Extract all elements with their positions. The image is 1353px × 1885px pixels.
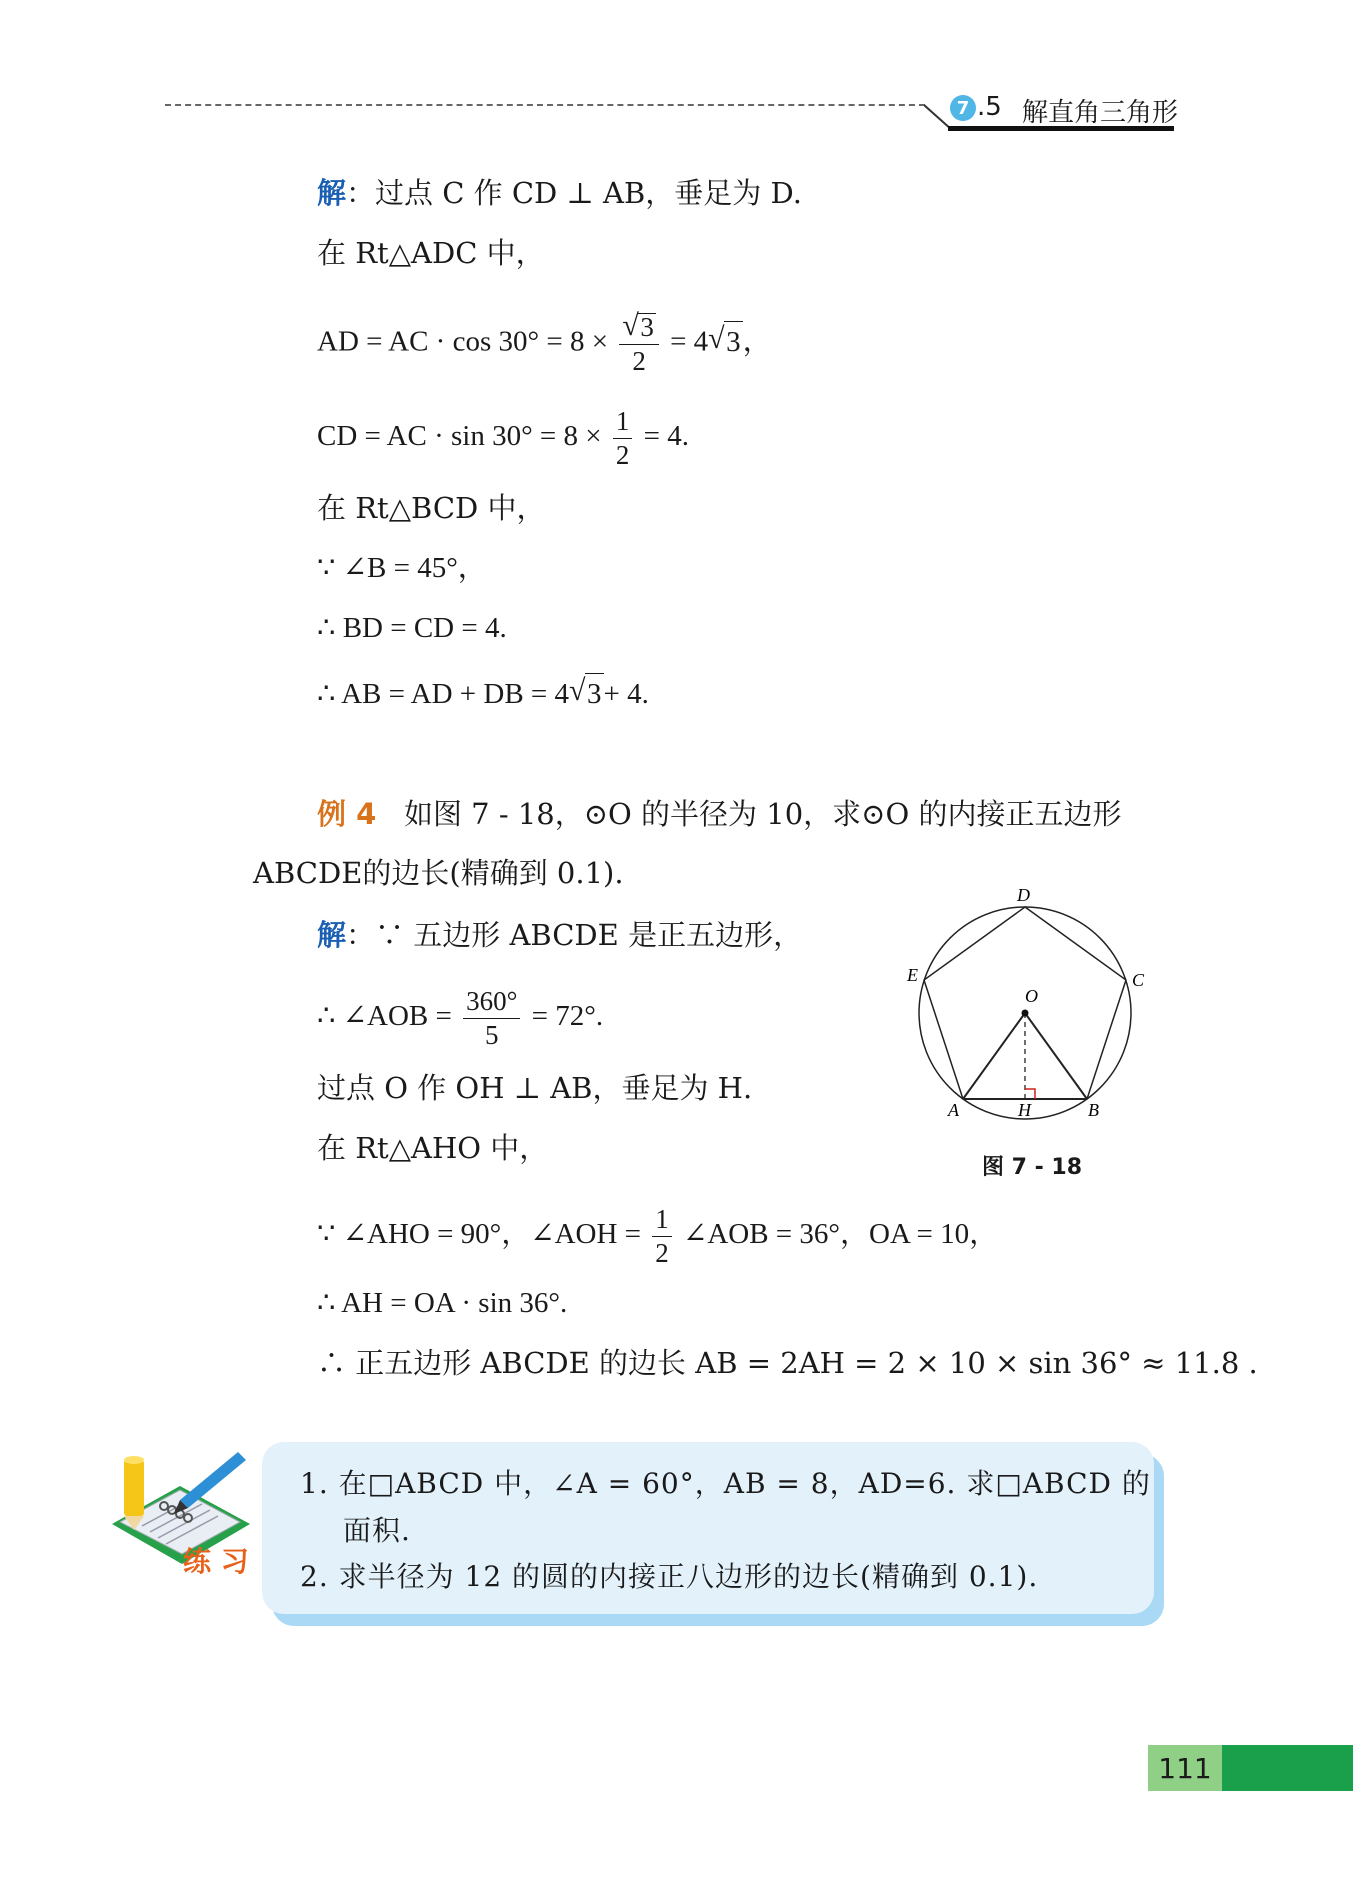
figure-7-18	[900, 880, 1160, 1130]
exercise-item-1-line1: 1. 在□ABCD 中，∠A = 60°，AB = 8，AD=6. 求□ABCD 的	[300, 1467, 1151, 1500]
solution2-line4: 在 Rt△AHO 中，	[317, 1131, 549, 1165]
label-c: C	[1132, 970, 1145, 990]
solution-label: 解	[317, 176, 347, 210]
chapter-badge-icon	[950, 95, 976, 121]
fraction: $\frac{1}{2}$	[613, 408, 633, 469]
exercise-item-1-line2: 面积.	[343, 1514, 411, 1547]
solution1-line5: 在 Rt△BCD 中，	[317, 491, 546, 525]
solution2-line2: ∴ ∠AOB = $\frac{360^\circ}{5}$ = 72°.	[317, 986, 604, 1050]
sqrt: √ 3	[569, 673, 604, 714]
label-e: E	[907, 965, 918, 985]
chapter-number: 7	[956, 97, 970, 119]
example4-line1: 例 4 如图 7 - 18，⊙O 的半径为 10，求⊙O 的内接正五边形	[317, 797, 1122, 831]
solution1-line7: ∴ BD = CD = 4.	[317, 612, 507, 644]
section-number: .5	[977, 92, 1002, 122]
example4-line2: ABCDE的边长(精确到 0.1).	[253, 856, 624, 890]
solution2-line1: 解：∵ 五边形 ABCDE 是正五边形，	[317, 918, 803, 952]
segment-ob	[1025, 1013, 1087, 1099]
solution2-line7: ∴ 正五边形 ABCDE 的边长 AB = 2AH = 2 × 10 × sin 36° ≈ 11.8 .	[317, 1346, 1258, 1380]
exercise-item-2: 2. 求半径为 12 的圆的内接正八边形的边长(精确到 0.1).	[300, 1560, 1039, 1593]
solution1-line1: 解：过点 C 作 CD ⊥ AB，垂足为 D.	[317, 176, 802, 210]
figure-caption: 图 7 - 18	[982, 1155, 1083, 1180]
center-point	[1022, 1010, 1029, 1017]
right-angle-mark	[1025, 1089, 1035, 1099]
segment-oa	[963, 1013, 1025, 1099]
solution1-line6: ∵ ∠B = 45°，	[317, 552, 487, 584]
solution1-line4: CD = AC · sin 30° = 8 × $\frac{1}{2}$ = 4.	[317, 406, 689, 470]
solution-label: 解	[317, 918, 347, 952]
header-rule	[165, 104, 925, 106]
solution2-line3: 过点 O 作 OH ⊥ AB，垂足为 H.	[317, 1071, 753, 1105]
solution1-line2: 在 Rt△ADC 中，	[317, 236, 545, 270]
label-d: D	[1017, 885, 1030, 905]
solution2-line5: ∵ ∠AHO = 90°，∠AOH = $\frac{1}{2}$ ∠AOB = 36°，OA = 10，	[317, 1204, 999, 1268]
page-color-bar	[1222, 1745, 1353, 1791]
solution1-line8: ∴ AB = AD + DB = 4√ 3+ 4.	[317, 673, 649, 714]
sqrt: √ 3	[708, 321, 743, 362]
label-h: H	[1018, 1100, 1031, 1120]
example-label: 例 4	[317, 797, 377, 831]
page-number: 111	[1148, 1745, 1222, 1791]
fraction: $\frac{360^\circ}{5}$	[463, 988, 520, 1049]
fraction: √ $\frac{3}{2}$	[619, 313, 659, 375]
solution2-line6: ∴ AH = OA · sin 36°.	[317, 1287, 568, 1319]
label-b: B	[1088, 1100, 1099, 1120]
section-title: 解直角三角形	[1022, 98, 1179, 128]
fraction: $\frac{1}{2}$	[652, 1206, 672, 1267]
exercise-badge: 练 习	[183, 1545, 249, 1578]
label-o: O	[1025, 986, 1038, 1006]
label-a: A	[948, 1100, 959, 1120]
solution1-line3: AD = AC · cos 30° = 8 × √ $\frac{3}{2}$ = 4√ 3，	[317, 313, 772, 375]
